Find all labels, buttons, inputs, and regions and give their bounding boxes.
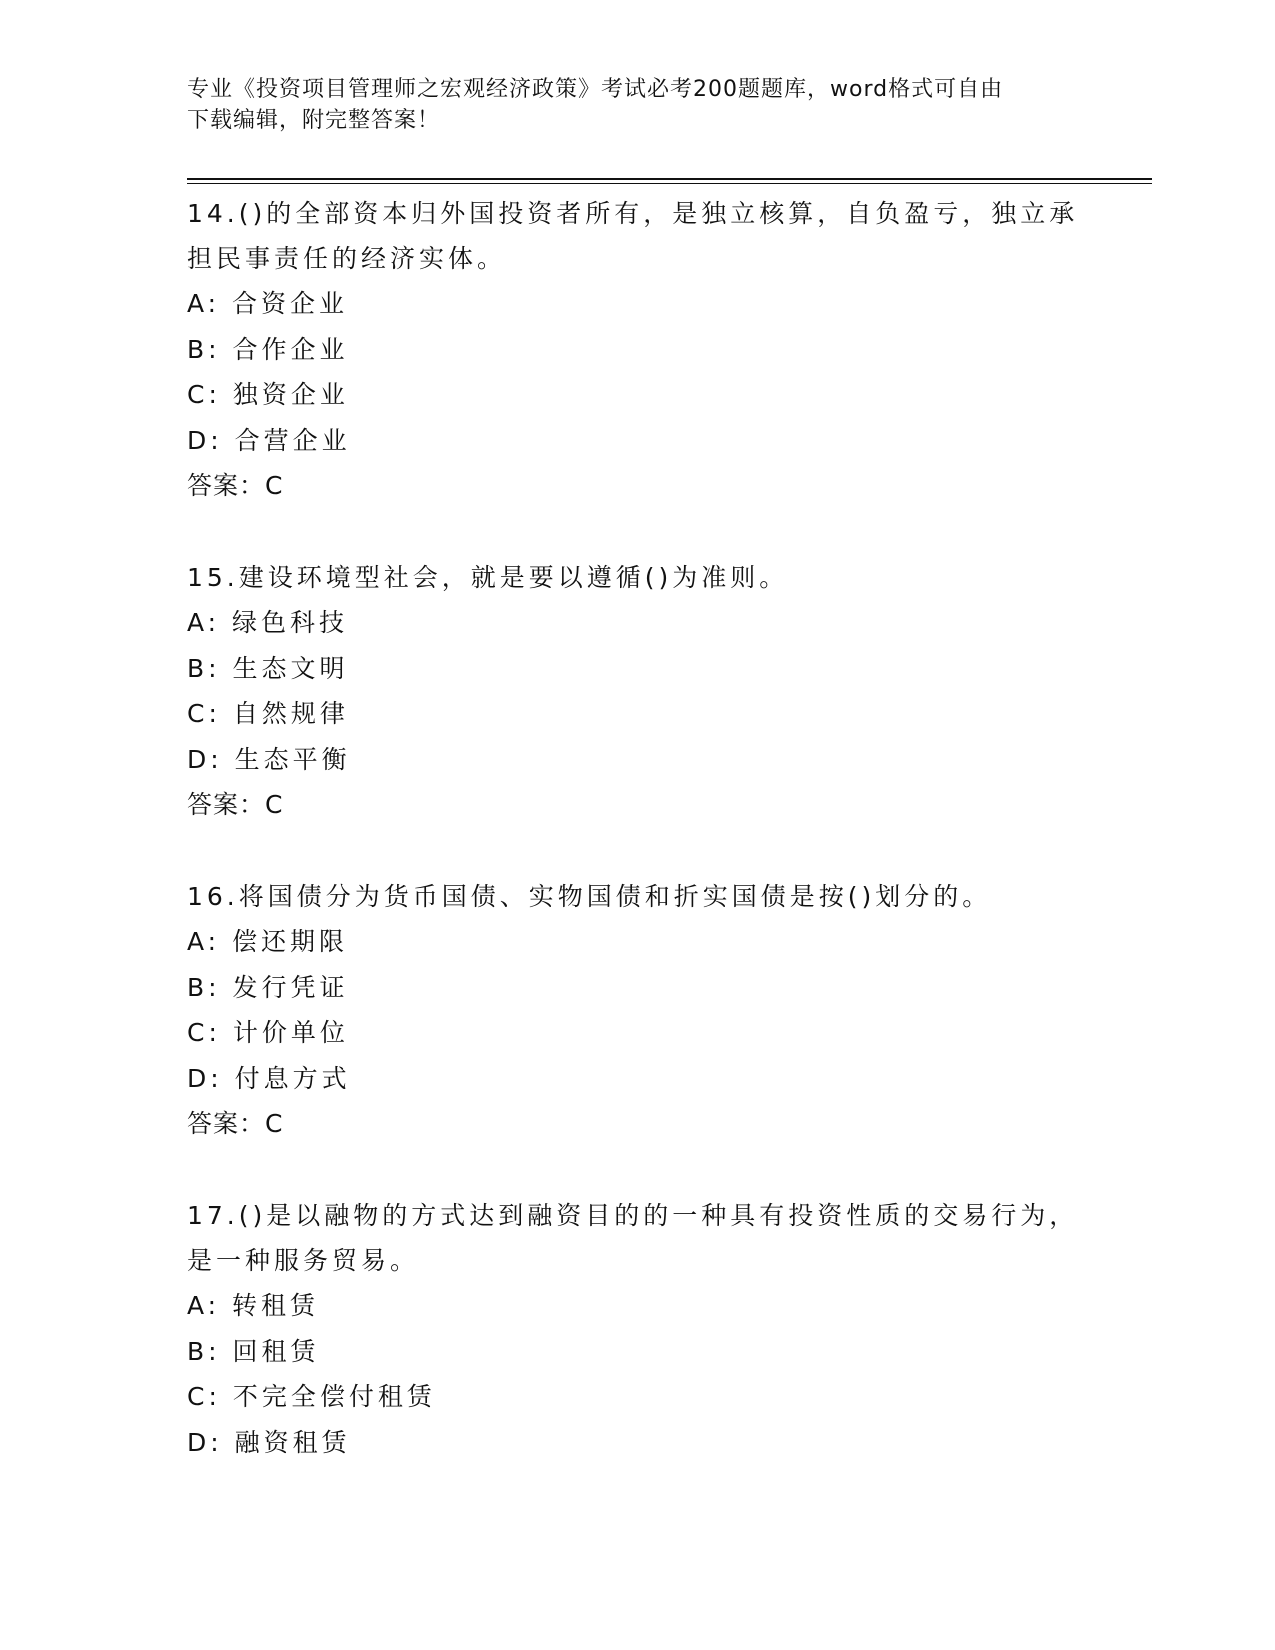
option-a: A: 偿还期限 (187, 927, 349, 956)
question-16 (187, 874, 1087, 1146)
question-text-continued: 担民事责任的经济实体。 (187, 244, 507, 273)
option-b: B: 发行凭证 (187, 972, 349, 1002)
question-list (187, 191, 1087, 1512)
question-text-continued: 是一种服务贸易。 (187, 1246, 420, 1275)
option-c: C: 计价单位 (187, 1018, 349, 1047)
question-14 (187, 191, 1087, 508)
option-a: A: 转租赁 (187, 1291, 320, 1320)
header-divider-thick (187, 178, 1152, 180)
question-text: 16.将国债分为货币国债、实物国债和折实国债是按()划分的。 (187, 882, 992, 911)
question-text: 14.()的全部资本归外国投资者所有，是独立核算，自负盈亏，独立承 (187, 199, 1079, 228)
option-b: B: 合作企业 (187, 334, 349, 364)
option-d: D: 合营企业 (187, 425, 351, 455)
option-d: D: 付息方式 (187, 1063, 351, 1093)
question-17 (187, 1193, 1087, 1465)
option-b: B: 生态文明 (187, 653, 349, 683)
question-15 (187, 555, 1087, 827)
option-a: A: 绿色科技 (187, 608, 349, 637)
header-divider-thin (187, 183, 1152, 184)
option-d: D: 生态平衡 (187, 744, 351, 774)
document-header (187, 74, 1087, 136)
option-d: D: 融资租赁 (187, 1427, 351, 1457)
question-text: 15.建设环境型社会，就是要以遵循()为准则。 (187, 563, 789, 592)
option-c: C: 自然规律 (187, 699, 349, 728)
answer: 答案：C (187, 471, 284, 500)
answer: 答案：C (187, 790, 284, 819)
option-a: A: 合资企业 (187, 289, 349, 318)
header-line-2: 下载编辑，附完整答案！ (187, 108, 441, 133)
answer: 答案：C (187, 1109, 284, 1138)
option-c: C: 不完全偿付租赁 (187, 1382, 436, 1411)
question-text: 17.()是以融物的方式达到融资目的的一种具有投资性质的交易行为， (187, 1201, 1079, 1230)
header-line-1: 专业《投资项目管理师之宏观经济政策》考试必考200题题库，word格式可自由 (187, 77, 1004, 102)
option-c: C: 独资企业 (187, 380, 349, 409)
option-b: B: 回租赁 (187, 1336, 320, 1366)
